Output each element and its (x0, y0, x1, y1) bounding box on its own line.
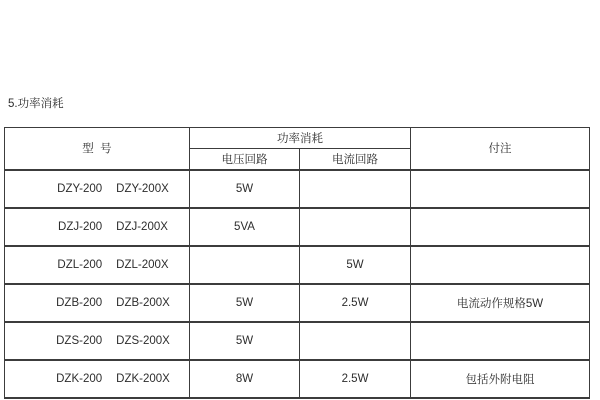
note-cell (411, 208, 590, 246)
model-cell (5, 284, 190, 322)
model-name: DZJ-200 (58, 220, 103, 233)
model-name: DZJ-200X (116, 220, 168, 233)
note-cell: 包括外附电阻 (411, 360, 590, 398)
note-cell (411, 322, 590, 360)
header-note: 付注 (411, 128, 590, 170)
model-name: DZY-200 (57, 182, 103, 195)
voltage-cell: 8W (190, 360, 300, 398)
table-row (5, 208, 590, 246)
note-cell (411, 246, 590, 284)
table-row (5, 360, 590, 398)
model-name: DZL-200X (116, 258, 169, 271)
voltage-cell: 5W (190, 170, 300, 208)
model-name: DZS-200X (116, 334, 170, 347)
model-name: DZY-200X (116, 182, 169, 195)
model-cell (5, 208, 190, 246)
model-name: DZB-200X (116, 296, 170, 309)
model-name: DZL-200 (57, 258, 103, 271)
power-consumption-table (4, 127, 590, 399)
note-cell: 电流动作规格5W (411, 284, 590, 322)
header-model: 型 号 (5, 128, 190, 170)
table-row (5, 246, 590, 284)
current-cell (300, 170, 411, 208)
model-name: DZK-200 (56, 372, 103, 385)
section-title: 5.功率消耗 (8, 98, 64, 110)
table-row (5, 170, 590, 208)
header-power-group: 功率消耗 (190, 128, 411, 149)
model-name: DZS-200 (56, 334, 103, 347)
voltage-cell: 5W (190, 322, 300, 360)
model-cell (5, 322, 190, 360)
table-row (5, 322, 590, 360)
voltage-cell: 5W (190, 284, 300, 322)
header-row-1 (5, 128, 590, 149)
current-cell (300, 322, 411, 360)
current-cell (300, 208, 411, 246)
header-current-circuit: 电流回路 (300, 149, 411, 170)
table-row (5, 284, 590, 322)
model-cell (5, 360, 190, 398)
voltage-cell: 5VA (190, 208, 300, 246)
voltage-cell (190, 246, 300, 284)
model-name: DZK-200X (116, 372, 170, 385)
current-cell: 5W (300, 246, 411, 284)
model-name: DZB-200 (56, 296, 103, 309)
current-cell: 2.5W (300, 360, 411, 398)
note-cell (411, 170, 590, 208)
model-cell (5, 246, 190, 284)
current-cell: 2.5W (300, 284, 411, 322)
header-voltage-circuit: 电压回路 (190, 149, 300, 170)
model-cell (5, 170, 190, 208)
